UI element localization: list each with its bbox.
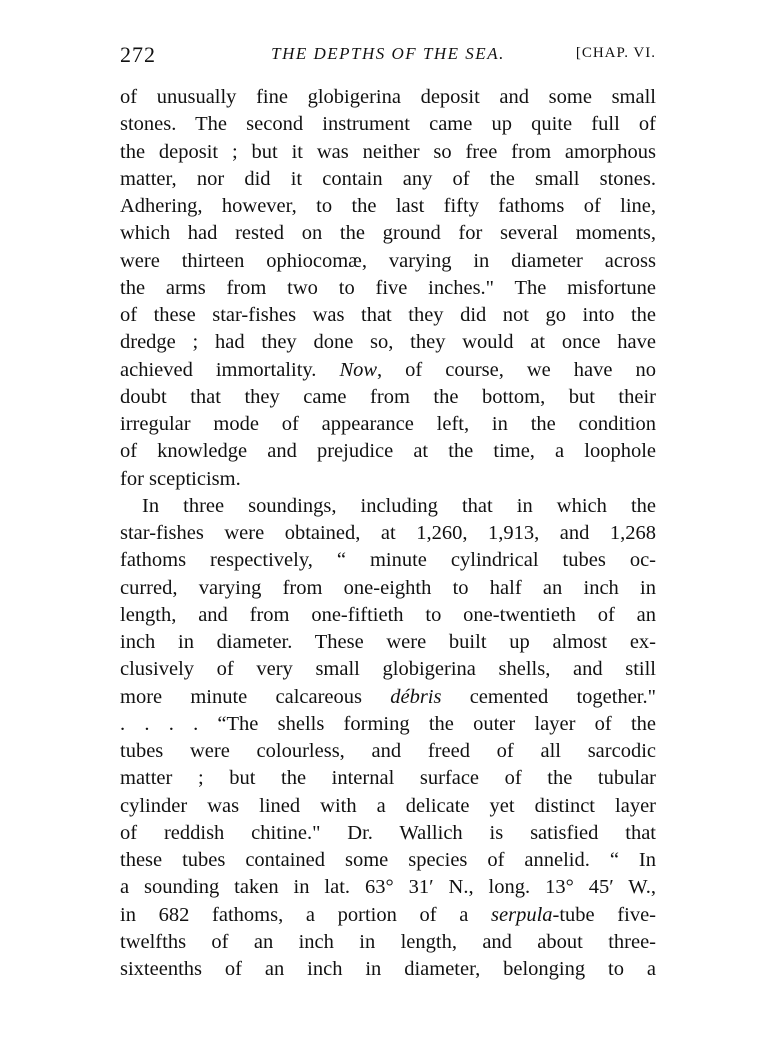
text-line: matter ; but the internal surface of the tubular xyxy=(120,767,656,790)
text-line: of unusually fine globigerina deposit and some small xyxy=(120,86,656,108)
text-line: stones. The second instrument came up quite full of xyxy=(120,113,656,136)
text-line: fathoms respectively, “ minute cylindrical tubes oc- xyxy=(120,549,656,572)
text-line: clusively of very small globigerina shells, and still xyxy=(120,658,656,681)
text-line: Adhering, however, to the last fifty fathoms of line, xyxy=(120,195,656,217)
text-line xyxy=(120,902,656,929)
italic-word: Now xyxy=(339,358,378,381)
text-segment: -tube five- xyxy=(552,903,656,926)
text-line: twelfths of an inch in length, and about three- xyxy=(120,930,656,953)
text-segment: more minute calcareous xyxy=(120,685,391,708)
text-line: . . . . “The shells forming the outer layer of the xyxy=(120,712,656,735)
body-text xyxy=(120,84,656,983)
text-segment: in 682 fathoms, a portion of a xyxy=(120,903,492,926)
text-line: length, and from one-fiftieth to one-twentieth of an xyxy=(120,603,656,626)
text-line: inch in diameter. These were built up almost ex- xyxy=(120,631,656,653)
text-line: a sounding taken in lat. 63° 31′ N., long. 13° 45′ W., xyxy=(120,876,656,899)
text-line: sixteenths of an inch in diameter, belonging to a xyxy=(120,958,656,980)
paragraph-start-line: In three soundings, including that in which the xyxy=(142,494,656,517)
text-line: curred, varying from one-eighth to half an inch in xyxy=(120,576,656,599)
text-line: the deposit ; but it was neither so free from amorphous xyxy=(120,140,656,163)
text-line: tubes were colourless, and freed of all sarcodic xyxy=(120,740,656,762)
italic-word: débris xyxy=(390,685,442,708)
text-line: of these star-fishes was that they did not go into the xyxy=(120,304,656,326)
text-line xyxy=(120,684,656,711)
italic-word: serpula xyxy=(491,903,553,926)
text-line: doubt that they came from the bottom, but their xyxy=(120,385,656,408)
text-segment: , of course, we have no xyxy=(377,358,656,381)
text-line: the arms from two to five inches." The misfortune xyxy=(120,276,656,299)
text-line: for scepticism. xyxy=(120,467,241,490)
text-line: matter, nor did it contain any of the small stones. xyxy=(120,167,656,190)
text-segment: achieved immortality. xyxy=(120,358,340,381)
text-line: cylinder was lined with a delicate yet distinct layer xyxy=(120,794,656,817)
text-line: of knowledge and prejudice at the time, a loophole xyxy=(120,440,656,463)
page-number: 272 xyxy=(120,42,156,67)
text-line: dredge ; had they done so, they would at once have xyxy=(120,331,656,354)
chapter-label: [CHAP. VI. xyxy=(575,45,656,61)
text-line: star-fishes were obtained, at 1,260, 1,913, and 1,268 xyxy=(120,522,656,544)
running-title: THE DEPTHS OF THE SEA. xyxy=(271,44,505,63)
text-line xyxy=(120,357,656,384)
text-line: which had rested on the ground for several moments, xyxy=(120,222,656,245)
text-line: irregular mode of appearance left, in the condition xyxy=(120,413,656,435)
text-line: were thirteen ophiocomæ, varying in diameter across xyxy=(120,249,656,272)
text-line: of reddish chitine." Dr. Wallich is satisfied that xyxy=(120,821,656,844)
page-header xyxy=(120,42,656,72)
text-segment: cemented together." xyxy=(441,685,656,708)
text-line: these tubes contained some species of annelid. “ In xyxy=(120,849,656,871)
